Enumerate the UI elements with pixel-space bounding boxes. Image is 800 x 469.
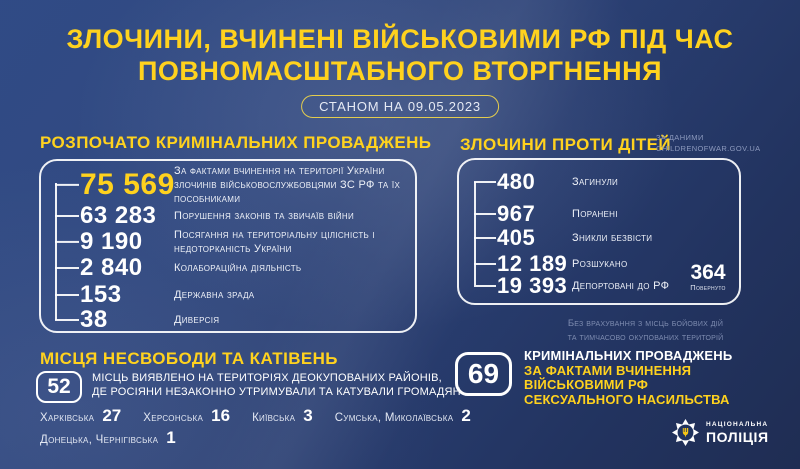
stat-value: 480: [497, 169, 536, 194]
stat-label: Зникли безвісти: [572, 231, 653, 244]
children-heading: ЗЛОЧИНИ ПРОТИ ДІТЕЙ: [460, 135, 672, 154]
region-stat: [252, 406, 313, 426]
stat-value: 12 189: [497, 251, 568, 276]
region-value: 16: [211, 406, 231, 425]
national-police-logo: [672, 419, 769, 446]
returned-children-stat: [681, 262, 735, 292]
stat-label: Загинули: [572, 175, 619, 188]
stat-label: Депортовані до РФ: [572, 279, 670, 292]
stat-row: [497, 201, 732, 227]
region-stat: [335, 406, 471, 426]
stat-value: 63 283: [80, 202, 157, 229]
logo-text: [706, 421, 769, 445]
stat-label: За фактами вчинення на території України злочинів військовослужбовцями ЗС РФ та їх пособниками: [174, 164, 401, 206]
national-police-badge-icon: [672, 419, 699, 446]
source-line-2: CHILDRENOFWAR.GOV.UA: [656, 143, 761, 153]
region-name: Херсонська: [143, 412, 204, 424]
detention-count-badge: 52: [36, 371, 82, 403]
stat-value: 9 190: [80, 228, 143, 255]
stat-value: 75 569: [80, 167, 175, 201]
sv-line-1: КРИМІНАЛЬНИХ ПРОВАДЖЕНЬ: [524, 348, 733, 363]
page-title: [0, 24, 800, 88]
sv-line-3: ВІЙСЬКОВИМИ РФ: [524, 377, 649, 392]
stat-label: Диверсія: [174, 313, 220, 326]
detention-description: [92, 371, 461, 399]
region-value: 27: [102, 406, 122, 425]
region-name: Донецька, Чернігівська: [40, 434, 159, 446]
logo-line-1: НАЦІОНАЛЬНА: [706, 420, 769, 428]
returned-label: Повернуто: [690, 283, 726, 292]
detention-heading: МІСЦЯ НЕСВОБОДИ ТА КАТІВЕНЬ: [40, 349, 338, 368]
stat-label: Колабораційна діяльність: [174, 261, 302, 274]
proceedings-heading: РОЗПОЧАТО КРИМІНАЛЬНИХ ПРОВАДЖЕНЬ: [40, 133, 432, 152]
sexual-violence-text: [524, 349, 732, 407]
stat-label: Державна зрада: [174, 288, 255, 301]
detention-desc-line-2: ДЕ РОСІЯНИ НЕЗАКОННО УТРИМУВАЛИ ТА КАТУВАЛИ ГРОМАДЯН: [92, 386, 461, 398]
date-badge: СТАНОМ НА 09.05.2023: [301, 95, 499, 118]
stat-label: Порушення законів та звичаїв війни: [174, 209, 355, 222]
sv-line-4: СЕКСУАЛЬНОГО НАСИЛЬСТВА: [524, 391, 730, 407]
stat-row: [80, 254, 414, 282]
region-name: Сумська, Миколаївська: [334, 412, 454, 424]
stat-value: 405: [497, 225, 536, 250]
stat-row: [80, 202, 414, 230]
region-value: 3: [303, 406, 313, 425]
title-line-1: ЗЛОЧИНИ, ВЧИНЕНІ ВІЙСЬКОВИМИ РФ ПІД ЧАС: [66, 24, 734, 54]
logo-line-2: ПОЛІЦІЯ: [706, 428, 769, 445]
regions-row-1: [40, 406, 471, 426]
detention-desc-line-1: МІСЦЬ ВИЯВЛЕНО НА ТЕРИТОРІЯХ ДЕОКУПОВАНИХ РАЙОНІВ,: [92, 372, 442, 384]
stat-row: [80, 281, 414, 309]
title-line-2: ПОВНОМАСШТАБНОГО ВТОРГНЕННЯ: [137, 55, 663, 86]
bracket-rail: [474, 182, 476, 285]
footnote-line-2: та тимчасово окупованих територій: [567, 331, 724, 343]
stat-row: [497, 169, 732, 195]
regions-row-2: [40, 428, 176, 448]
stat-value: 153: [80, 281, 122, 308]
stat-row: [80, 228, 414, 256]
region-stat: [143, 406, 230, 426]
stat-label: Розшукано: [572, 257, 628, 270]
sexual-violence-count-badge: 69: [455, 352, 512, 396]
bracket-rail: [55, 183, 57, 320]
region-stat: [40, 406, 121, 426]
region-stat: [40, 428, 176, 448]
children-footnote: [548, 317, 743, 345]
region-value: 1: [166, 428, 176, 447]
stat-row: [497, 225, 732, 251]
children-box: [457, 158, 741, 305]
region-name: Київська: [252, 412, 296, 424]
stat-value: 2 840: [80, 254, 143, 281]
sv-line-2: ЗА ФАКТАМИ ВЧИНЕННЯ: [524, 362, 692, 378]
stat-row: [80, 164, 414, 206]
stat-row: [80, 306, 414, 334]
stat-value: 38: [80, 306, 108, 333]
stat-label: Поранені: [572, 207, 618, 220]
region-name: Харківська: [40, 412, 95, 424]
stat-label: Посягання на територіальну цілісність і недоторканість України: [174, 228, 375, 255]
proceedings-box: [39, 159, 417, 333]
returned-value: 364: [690, 261, 726, 284]
stat-value: 967: [497, 201, 536, 226]
stat-value: 19 393: [497, 273, 568, 298]
footnote-line-1: Без врахування з місць бойових дій: [567, 318, 724, 329]
source-line-1: ЗА ДАНИМИ: [656, 133, 704, 142]
region-value: 2: [461, 406, 471, 425]
data-source-note: [656, 133, 761, 154]
